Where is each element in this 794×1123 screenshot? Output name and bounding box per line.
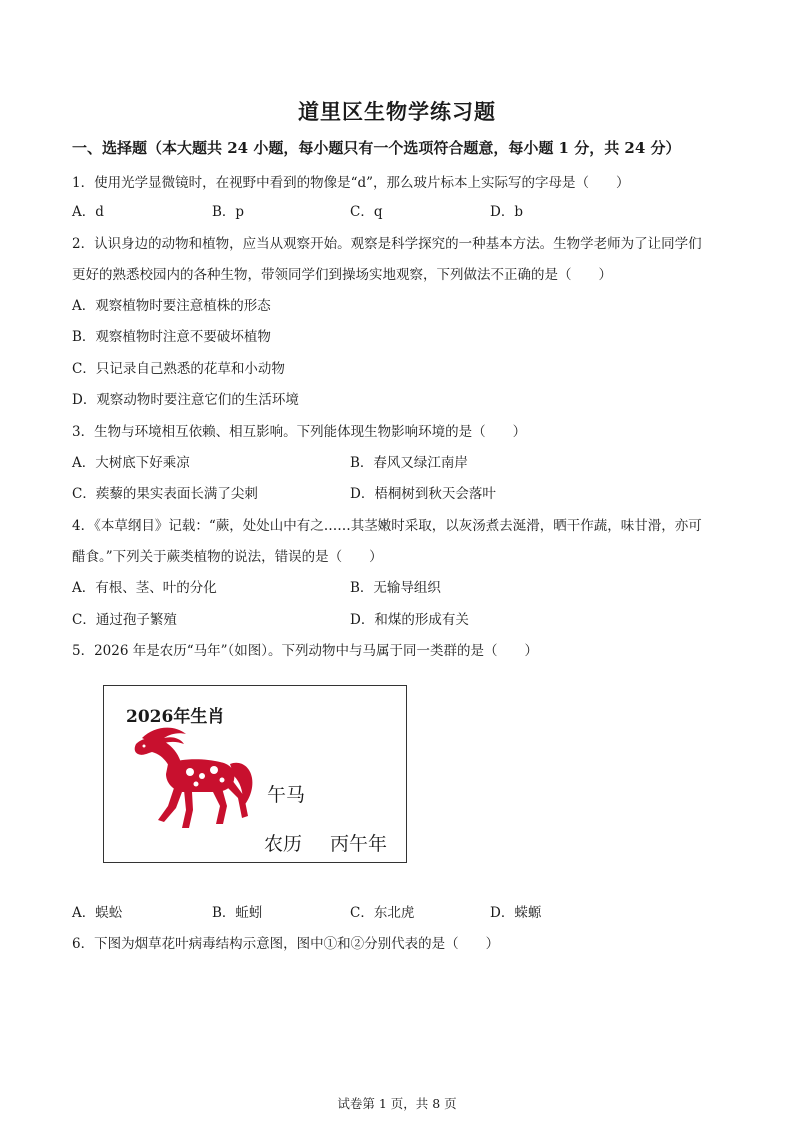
question-1-option-a[interactable]: A．d bbox=[72, 204, 104, 220]
question-5-option-c[interactable]: C．东北虎 bbox=[350, 905, 415, 921]
question-1-option-c[interactable]: C．q bbox=[350, 204, 383, 220]
question-6-stem: 6．下图为烟草花叶病毒结构示意图，图中①和②分别代表的是（ ） bbox=[72, 936, 500, 952]
question-3-option-b[interactable]: B．春风又绿江南岸 bbox=[350, 455, 468, 471]
question-2-option-a[interactable]: A．观察植物时要注意植株的形态 bbox=[72, 298, 271, 314]
zodiac-figure bbox=[103, 685, 407, 863]
page-footer: 试卷第 1 页，共 8 页 bbox=[337, 1096, 457, 1111]
question-2-option-c[interactable]: C．只记录自己熟悉的花草和小动物 bbox=[72, 361, 285, 377]
question-1-option-b[interactable]: B．p bbox=[212, 204, 245, 220]
question-4-option-a[interactable]: A．有根、茎、叶的分化 bbox=[72, 580, 217, 596]
figure-title: 2026年生肖 bbox=[126, 707, 225, 727]
question-4-stem-line-2: 醋食。”下列关于蕨类植物的说法，错误的是（ ） bbox=[72, 549, 383, 565]
question-3-option-d[interactable]: D．梧桐树到秋天会落叶 bbox=[350, 486, 496, 502]
section-heading: 一、选择题（本大题共 24 小题，每小题只有一个选项符合题意，每小题 1 分，共 24 分） bbox=[72, 139, 681, 157]
question-4-stem-line-1: 4．《本草纲目》记载：“蕨，处处山中有之……其茎嫩时采取，以灰汤煮去涎滑，晒干作蔬，味甘滑，亦可 bbox=[72, 518, 702, 534]
figure-year-name: 丙午年 bbox=[330, 833, 388, 855]
page-title: 道里区生物学练习题 bbox=[298, 99, 496, 124]
question-5-option-d[interactable]: D．蝾螈 bbox=[490, 905, 542, 921]
question-3-option-a[interactable]: A．大树底下好乘凉 bbox=[72, 455, 190, 471]
figure-calendar-label: 农历 bbox=[264, 833, 303, 855]
question-1-option-d[interactable]: D．b bbox=[490, 204, 523, 220]
question-2-stem-line-2: 更好的熟悉校园内的各种生物，带领同学们到操场实地观察，下列做法不正确的是（ ） bbox=[72, 267, 612, 283]
question-2-stem-line-1: 2．认识身边的动物和植物，应当从观察开始。观察是科学探究的一种基本方法。生物学老师为了让同学们 bbox=[72, 236, 702, 252]
figure-zodiac-label: 午马 bbox=[267, 784, 306, 806]
question-3-option-c[interactable]: C．蒺藜的果实表面长满了尖刺 bbox=[72, 486, 258, 502]
horse-papercut-icon bbox=[134, 724, 256, 836]
question-5-stem: 5．2026 年是农历“马年”（如图）。下列动物中与马属于同一类群的是（ ） bbox=[72, 643, 539, 659]
question-2-option-d[interactable]: D．观察动物时要注意它们的生活环境 bbox=[72, 392, 299, 408]
question-1-stem: 1．使用光学显微镜时，在视野中看到的物像是“d”，那么玻片标本上实际写的字母是（ ） bbox=[72, 175, 630, 191]
question-4-option-c[interactable]: C．通过孢子繁殖 bbox=[72, 612, 177, 628]
question-4-option-b[interactable]: B．无输导组织 bbox=[350, 580, 441, 596]
question-5-option-a[interactable]: A．蜈蚣 bbox=[72, 905, 123, 921]
question-5-option-b[interactable]: B．蚯蚓 bbox=[212, 905, 263, 921]
question-4-option-d[interactable]: D．和煤的形成有关 bbox=[350, 612, 469, 628]
question-3-stem: 3．生物与环境相互依赖、相互影响。下列能体现生物影响环境的是（ ） bbox=[72, 424, 527, 440]
question-2-option-b[interactable]: B．观察植物时注意不要破坏植物 bbox=[72, 329, 271, 345]
